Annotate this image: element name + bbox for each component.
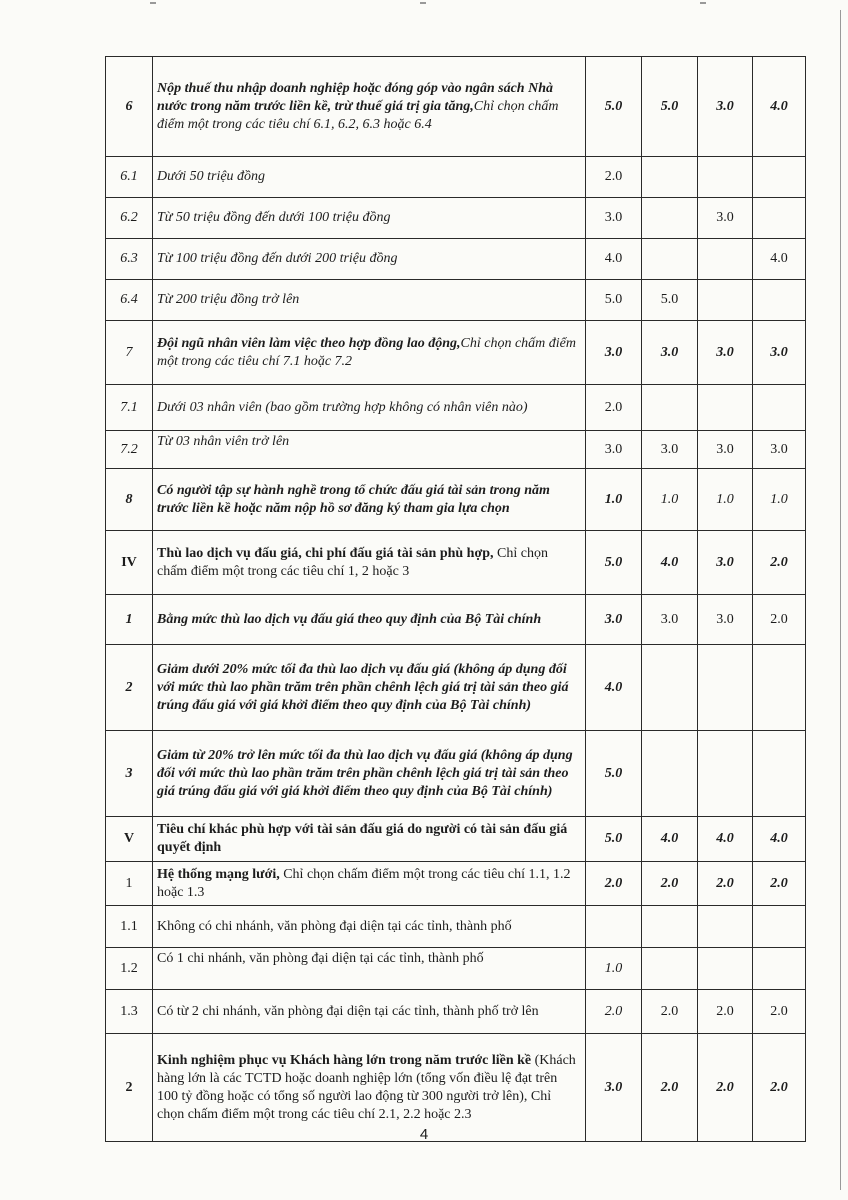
score-col-2: 2.0 bbox=[642, 862, 698, 906]
row-number: 1.1 bbox=[106, 906, 153, 948]
table-row bbox=[106, 595, 806, 645]
score-col-3 bbox=[698, 731, 753, 817]
score-col-2 bbox=[642, 385, 698, 431]
row-criteria: Thù lao dịch vụ đấu giá, chi phí đấu giá tài sản phù hợp, Chỉ chọn chấm điểm một trong các tiêu chí 1, 2 hoặc 3 bbox=[153, 531, 586, 595]
table-row bbox=[106, 731, 806, 817]
score-table bbox=[105, 56, 806, 1142]
score-col-4 bbox=[753, 385, 806, 431]
score-col-3: 2.0 bbox=[698, 862, 753, 906]
table-row bbox=[106, 990, 806, 1034]
score-col-3: 3.0 bbox=[698, 57, 753, 157]
row-number: 1 bbox=[106, 595, 153, 645]
score-col-2: 3.0 bbox=[642, 431, 698, 469]
score-col-3: 3.0 bbox=[698, 595, 753, 645]
score-col-1: 3.0 bbox=[586, 595, 642, 645]
score-col-4: 1.0 bbox=[753, 469, 806, 531]
row-criteria: Không có chi nhánh, văn phòng đại diện tại các tỉnh, thành phố bbox=[153, 906, 586, 948]
table-row bbox=[106, 157, 806, 198]
score-col-4: 4.0 bbox=[753, 57, 806, 157]
score-col-3 bbox=[698, 948, 753, 990]
row-criteria: Từ 50 triệu đồng đến dưới 100 triệu đồng bbox=[153, 198, 586, 239]
score-col-4: 2.0 bbox=[753, 531, 806, 595]
score-col-1: 2.0 bbox=[586, 990, 642, 1034]
row-criteria: Từ 03 nhân viên trở lên bbox=[153, 431, 586, 469]
score-col-1: 3.0 bbox=[586, 198, 642, 239]
page-number: 4 bbox=[419, 1126, 429, 1143]
row-number: 6.2 bbox=[106, 198, 153, 239]
score-col-3: 2.0 bbox=[698, 1034, 753, 1142]
score-col-4 bbox=[753, 645, 806, 731]
score-col-1: 4.0 bbox=[586, 239, 642, 280]
row-number: 6.3 bbox=[106, 239, 153, 280]
score-col-3 bbox=[698, 906, 753, 948]
row-criteria: Từ 200 triệu đồng trở lên bbox=[153, 280, 586, 321]
score-col-1: 1.0 bbox=[586, 469, 642, 531]
score-col-1: 3.0 bbox=[586, 1034, 642, 1142]
score-col-4 bbox=[753, 906, 806, 948]
table-row bbox=[106, 948, 806, 990]
score-col-4 bbox=[753, 280, 806, 321]
score-col-3: 3.0 bbox=[698, 198, 753, 239]
score-col-2: 1.0 bbox=[642, 469, 698, 531]
score-col-3 bbox=[698, 280, 753, 321]
score-col-1: 2.0 bbox=[586, 385, 642, 431]
score-col-4: 3.0 bbox=[753, 321, 806, 385]
row-number: 3 bbox=[106, 731, 153, 817]
row-criteria: Tiêu chí khác phù hợp với tài sản đấu giá do người có tài sản đấu giá quyết định bbox=[153, 817, 586, 862]
row-number: 2 bbox=[106, 645, 153, 731]
score-col-3: 3.0 bbox=[698, 431, 753, 469]
row-criteria: Giảm dưới 20% mức tối đa thù lao dịch vụ đấu giá (không áp dụng đối với mức thù lao phần trăm trên phần chênh lệch giá trị tài sản theo giá trúng đấu giá với giá khởi điểm theo quy định của Bộ Tài chính) bbox=[153, 645, 586, 731]
score-col-1: 3.0 bbox=[586, 321, 642, 385]
score-col-1: 5.0 bbox=[586, 531, 642, 595]
score-col-3 bbox=[698, 239, 753, 280]
row-criteria: Có người tập sự hành nghề trong tổ chức đấu giá tài sản trong năm trước liền kề hoặc năm nộp hồ sơ đăng ký tham gia lựa chọn bbox=[153, 469, 586, 531]
score-col-2: 2.0 bbox=[642, 1034, 698, 1142]
row-criteria: Kinh nghiệm phục vụ Khách hàng lớn trong năm trước liền kề (Khách hàng lớn là các TCTD hoặc doanh nghiệp lớn (tổng vốn điều lệ đạt trên 100 tỷ đồng hoặc có tổng số người lao động từ 300 người trở lên), Chỉ chọn chấm điểm một trong các tiêu chí 2.1, 2.2 hoặc 2.3 bbox=[153, 1034, 586, 1142]
score-col-3 bbox=[698, 385, 753, 431]
row-number: 8 bbox=[106, 469, 153, 531]
table-row bbox=[106, 469, 806, 531]
score-col-4: 2.0 bbox=[753, 595, 806, 645]
row-criteria: Bằng mức thù lao dịch vụ đấu giá theo quy định của Bộ Tài chính bbox=[153, 595, 586, 645]
score-col-4: 4.0 bbox=[753, 817, 806, 862]
score-col-1: 5.0 bbox=[586, 817, 642, 862]
row-criteria: Hệ thống mạng lưới, Chỉ chọn chấm điểm một trong các tiêu chí 1.1, 1.2 hoặc 1.3 bbox=[153, 862, 586, 906]
score-col-1 bbox=[586, 906, 642, 948]
score-col-2 bbox=[642, 239, 698, 280]
score-col-2 bbox=[642, 645, 698, 731]
score-col-2: 3.0 bbox=[642, 595, 698, 645]
row-number: 1 bbox=[106, 862, 153, 906]
score-col-4: 2.0 bbox=[753, 990, 806, 1034]
score-col-3: 3.0 bbox=[698, 531, 753, 595]
score-col-4: 2.0 bbox=[753, 1034, 806, 1142]
score-col-1: 2.0 bbox=[586, 862, 642, 906]
score-col-2 bbox=[642, 948, 698, 990]
row-criteria: Nộp thuế thu nhập doanh nghiệp hoặc đóng góp vào ngân sách Nhà nước trong năm trước liền kề, trừ thuế giá trị gia tăng,Chỉ chọn chấm điểm một trong các tiêu chí 6.1, 6.2, 6.3 hoặc 6.4 bbox=[153, 57, 586, 157]
table-row bbox=[106, 817, 806, 862]
score-col-2 bbox=[642, 157, 698, 198]
table-row bbox=[106, 280, 806, 321]
row-number: 6 bbox=[106, 57, 153, 157]
row-criteria: Dưới 03 nhân viên (bao gồm trường hợp không có nhân viên nào) bbox=[153, 385, 586, 431]
table-row bbox=[106, 385, 806, 431]
score-col-2: 3.0 bbox=[642, 321, 698, 385]
score-col-2 bbox=[642, 731, 698, 817]
score-col-1: 1.0 bbox=[586, 948, 642, 990]
row-number: V bbox=[106, 817, 153, 862]
score-col-3: 2.0 bbox=[698, 990, 753, 1034]
score-col-3: 1.0 bbox=[698, 469, 753, 531]
score-col-3: 3.0 bbox=[698, 321, 753, 385]
table-row bbox=[106, 431, 806, 469]
row-criteria: Có 1 chi nhánh, văn phòng đại diện tại các tỉnh, thành phố bbox=[153, 948, 586, 990]
row-criteria: Có từ 2 chi nhánh, văn phòng đại diện tại các tỉnh, thành phố trở lên bbox=[153, 990, 586, 1034]
table-row bbox=[106, 645, 806, 731]
score-col-4 bbox=[753, 948, 806, 990]
score-table-sheet bbox=[105, 56, 805, 1142]
score-col-1: 5.0 bbox=[586, 57, 642, 157]
score-col-1: 5.0 bbox=[586, 731, 642, 817]
row-number: 1.2 bbox=[106, 948, 153, 990]
score-col-2: 5.0 bbox=[642, 57, 698, 157]
score-col-4: 2.0 bbox=[753, 862, 806, 906]
table-row bbox=[106, 321, 806, 385]
table-row bbox=[106, 57, 806, 157]
score-col-4 bbox=[753, 157, 806, 198]
table-row bbox=[106, 198, 806, 239]
score-col-4 bbox=[753, 198, 806, 239]
row-criteria: Giảm từ 20% trở lên mức tối đa thù lao dịch vụ đấu giá (không áp dụng đối với mức thù lao phần trăm trên phần chênh lệch giá trị tài sản theo giá trúng đấu giá với giá khởi điểm theo quy định của Bộ Tài chính) bbox=[153, 731, 586, 817]
row-number: 7 bbox=[106, 321, 153, 385]
score-col-4: 3.0 bbox=[753, 431, 806, 469]
score-col-4 bbox=[753, 731, 806, 817]
score-col-3: 4.0 bbox=[698, 817, 753, 862]
row-number: 7.2 bbox=[106, 431, 153, 469]
score-col-2: 4.0 bbox=[642, 531, 698, 595]
row-criteria: Đội ngũ nhân viên làm việc theo hợp đồng lao động,Chỉ chọn chấm điểm một trong các tiêu chí 7.1 hoặc 7.2 bbox=[153, 321, 586, 385]
score-col-2: 2.0 bbox=[642, 990, 698, 1034]
table-row bbox=[106, 906, 806, 948]
score-col-3 bbox=[698, 645, 753, 731]
table-row bbox=[106, 862, 806, 906]
row-number: 6.4 bbox=[106, 280, 153, 321]
row-number: 7.1 bbox=[106, 385, 153, 431]
score-col-1: 2.0 bbox=[586, 157, 642, 198]
row-number: 2 bbox=[106, 1034, 153, 1142]
row-criteria: Từ 100 triệu đồng đến dưới 200 triệu đồng bbox=[153, 239, 586, 280]
row-criteria: Dưới 50 triệu đồng bbox=[153, 157, 586, 198]
row-number: IV bbox=[106, 531, 153, 595]
score-col-2 bbox=[642, 198, 698, 239]
row-number: 6.1 bbox=[106, 157, 153, 198]
score-col-4: 4.0 bbox=[753, 239, 806, 280]
table-row bbox=[106, 531, 806, 595]
table-row bbox=[106, 239, 806, 280]
score-col-1: 5.0 bbox=[586, 280, 642, 321]
row-number: 1.3 bbox=[106, 990, 153, 1034]
score-col-2: 5.0 bbox=[642, 280, 698, 321]
score-col-2: 4.0 bbox=[642, 817, 698, 862]
score-col-1: 4.0 bbox=[586, 645, 642, 731]
score-col-3 bbox=[698, 157, 753, 198]
score-col-1: 3.0 bbox=[586, 431, 642, 469]
score-col-2 bbox=[642, 906, 698, 948]
